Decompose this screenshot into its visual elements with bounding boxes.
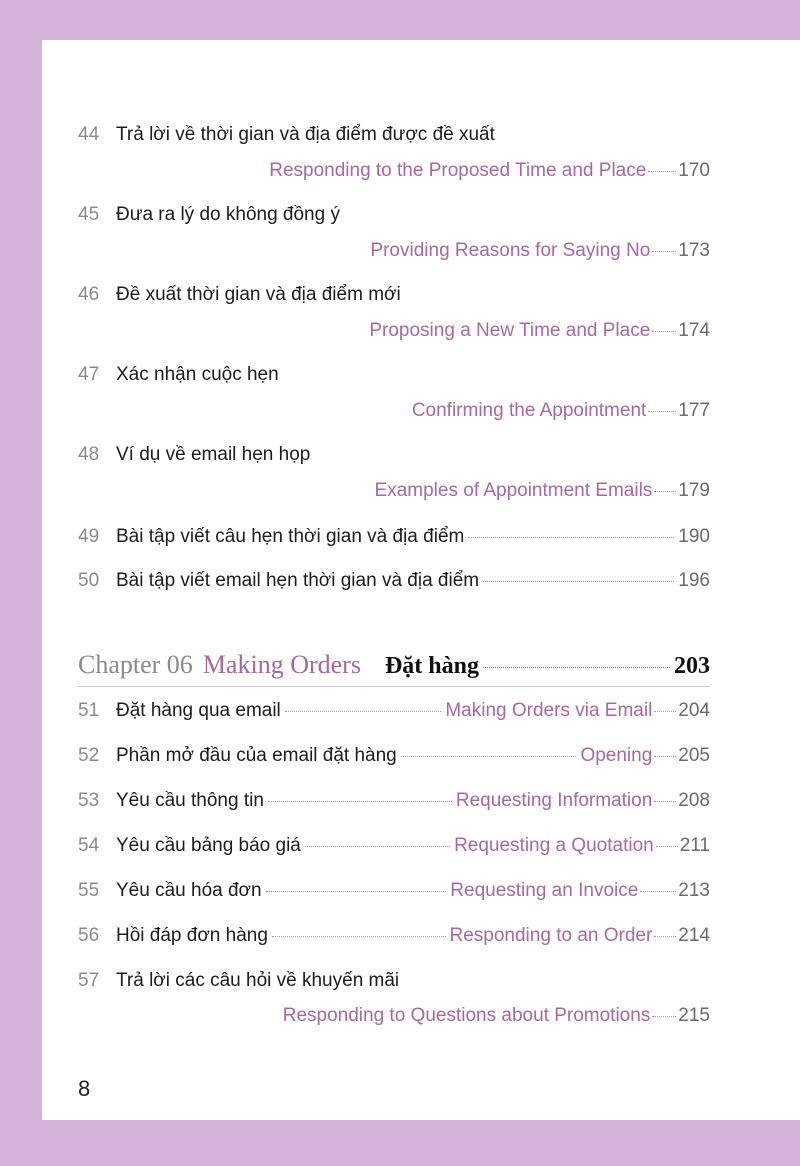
chapter-divider (78, 686, 710, 687)
toc-entry-46-en (78, 318, 710, 344)
toc-entry-50 (78, 568, 710, 594)
leader-dots (648, 411, 676, 412)
leader-dots (401, 756, 577, 757)
entry-title-vi: Bài tập viết email hẹn thời gian và địa điểm (116, 570, 480, 591)
entry-title-vi: Đưa ra lý do không đồng ý (116, 204, 340, 225)
entry-title-en: Providing Reasons for Saying No (370, 240, 651, 261)
toc-entry-54 (78, 833, 710, 859)
entry-number: 52 (78, 745, 100, 766)
entry-page: 190 (678, 526, 710, 547)
chapter-label: Chapter 06 (78, 650, 193, 679)
entry-page: 179 (678, 480, 710, 501)
entry-page: 170 (678, 160, 710, 181)
leader-dots (648, 171, 676, 172)
entry-number: 54 (78, 835, 100, 856)
leader-dots (652, 251, 676, 252)
entry-title-vi: Yêu cầu thông tin (116, 790, 264, 811)
toc-entry-45 (78, 202, 710, 228)
leader-dots (654, 756, 676, 757)
leader-dots (468, 537, 674, 538)
entry-number: 57 (78, 970, 100, 991)
entry-page: 173 (678, 240, 710, 261)
chapter-heading (78, 648, 710, 683)
entry-title-vi: Đề xuất thời gian và địa điểm mới (116, 284, 401, 305)
entry-title-en: Proposing a New Time and Place (369, 320, 651, 341)
leader-dots (652, 1016, 676, 1017)
entry-title-en: Requesting an Invoice (450, 880, 639, 901)
entry-title-en: Requesting a Quotation (454, 835, 654, 856)
entry-title-vi: Yêu cầu bảng báo giá (116, 835, 301, 856)
leader-dots (640, 891, 676, 892)
entry-title-vi: Ví dụ về email hẹn họp (116, 444, 311, 465)
leader-dots (654, 491, 676, 492)
toc-entry-56 (78, 923, 710, 949)
toc-entry-48 (78, 442, 710, 468)
chapter-title-en: Making Orders (202, 650, 361, 679)
toc-entry-49 (78, 524, 710, 550)
entry-title-en: Responding to Questions about Promotions (282, 1005, 651, 1026)
toc-entry-44-en (78, 158, 710, 184)
entry-number: 45 (78, 204, 100, 225)
entry-page: 214 (678, 925, 710, 946)
leader-dots (268, 801, 452, 802)
entry-title-en: Requesting Information (455, 790, 653, 811)
entry-page: 215 (678, 1005, 710, 1026)
entry-number: 49 (78, 526, 100, 547)
entry-number: 47 (78, 364, 100, 385)
entry-title-vi: Phần mở đầu của email đặt hàng (116, 745, 397, 766)
entry-title-en: Confirming the Appointment (411, 400, 647, 421)
toc-entry-48-en (78, 478, 710, 504)
entry-page: 205 (678, 745, 710, 766)
entry-title-vi: Yêu cầu hóa đơn (116, 880, 262, 901)
entry-page: 208 (678, 790, 710, 811)
leader-dots (285, 711, 442, 712)
entry-title-en: Making Orders via Email (445, 700, 653, 721)
leader-dots (483, 581, 674, 582)
entry-number: 48 (78, 444, 100, 465)
entry-title-vi: Trả lời về thời gian và địa điểm được đề xuất (116, 124, 495, 145)
book-page (42, 40, 800, 1120)
entry-title-en: Examples of Appointment Emails (374, 480, 653, 501)
entry-page: 177 (678, 400, 710, 421)
entry-title-en: Opening (580, 745, 653, 766)
toc-entry-57 (78, 968, 710, 994)
leader-dots (654, 711, 676, 712)
page-number: 8 (78, 1076, 91, 1101)
entry-title-vi: Bài tập viết câu hẹn thời gian và địa điểm (116, 526, 465, 547)
entry-page: 213 (678, 880, 710, 901)
entry-page: 211 (679, 835, 710, 856)
toc-entry-52 (78, 743, 710, 769)
entry-title-vi: Xác nhận cuộc hẹn (116, 364, 279, 385)
entry-title-en: Responding to an Order (449, 925, 653, 946)
toc-entry-53 (78, 788, 710, 814)
chapter-title-vi: Đặt hàng (384, 653, 479, 679)
toc-entry-55 (78, 878, 710, 904)
toc-entry-46 (78, 282, 710, 308)
entry-number: 46 (78, 284, 100, 305)
toc-entry-44 (78, 122, 710, 148)
leader-dots (656, 846, 678, 847)
entry-page: 174 (678, 320, 710, 341)
leader-dots (654, 801, 676, 802)
leader-dots (652, 331, 676, 332)
leader-dots (483, 667, 670, 668)
entry-page: 204 (678, 700, 710, 721)
toc-entry-47-en (78, 398, 710, 424)
chapter-page: 203 (674, 653, 710, 679)
entry-title-vi: Đặt hàng qua email (116, 700, 281, 721)
leader-dots (272, 936, 446, 937)
entry-number: 50 (78, 570, 100, 591)
entry-number: 51 (78, 700, 100, 721)
entry-number: 55 (78, 880, 100, 901)
entry-title-en: Responding to the Proposed Time and Place (269, 160, 647, 181)
entry-number: 56 (78, 925, 100, 946)
entry-number: 44 (78, 124, 100, 145)
entry-title-vi: Hồi đáp đơn hàng (116, 925, 268, 946)
entry-number: 53 (78, 790, 100, 811)
toc-entry-47 (78, 362, 710, 388)
entry-title-vi: Trả lời các câu hỏi về khuyến mãi (116, 970, 400, 991)
leader-dots (305, 846, 450, 847)
toc-entry-57-en (78, 1003, 710, 1029)
leader-dots (266, 891, 447, 892)
toc-entry-51 (78, 698, 710, 724)
leader-dots (654, 936, 676, 937)
entry-page: 196 (678, 570, 710, 591)
toc-entry-45-en (78, 238, 710, 264)
